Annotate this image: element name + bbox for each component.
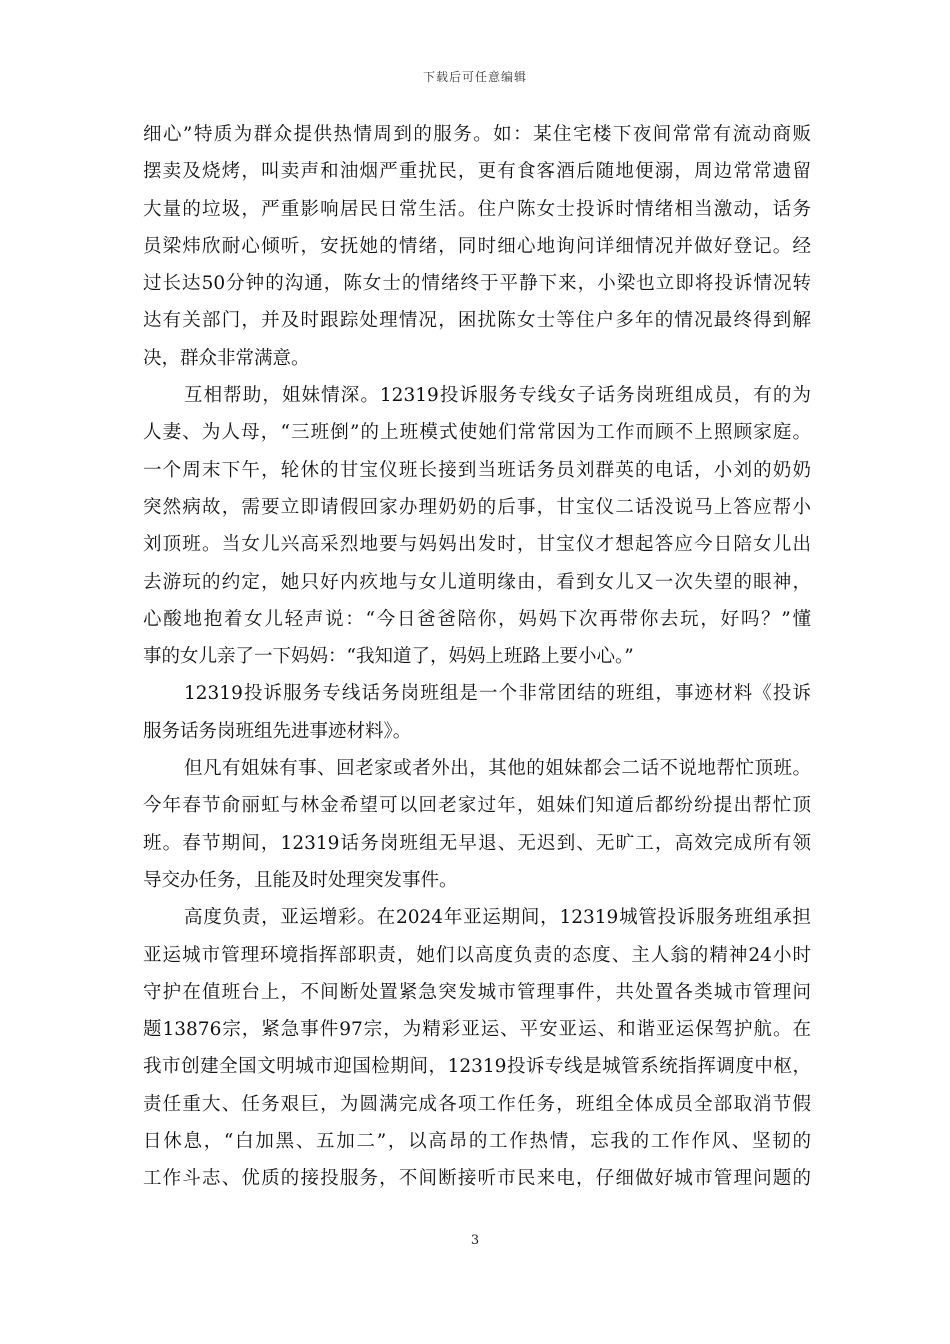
- text-line: 一个周末下午，轮休的甘宝仪班长接到当班话务员刘群英的电话，小刘的奶奶: [143, 459, 811, 481]
- paragraph: [143, 750, 811, 899]
- document-body: [143, 116, 811, 1198]
- text-line: 员梁炜欣耐心倾听，安抚她的情绪，同时细心地询问详细情况并做好登记。经: [143, 235, 811, 257]
- text-line: 过长达50分钟的沟通，陈女士的情绪终于平静下来，小梁也立即将投诉情况转: [143, 273, 811, 295]
- text-line: 摆卖及烧烤，叫卖声和油烟严重扰民，更有食客酒后随地便溺，周边常常遗留: [143, 161, 811, 183]
- text-line: 互相帮助，姐妹情深。12319投诉服务专线女子话务岗班组成员，有的为: [184, 385, 811, 407]
- text-line: 事的女儿亲了一下妈妈：“我知道了，妈妈上班路上要小心。”: [143, 646, 634, 668]
- text-line: 责任重大、任务艰巨，为圆满完成各项工作任务，班组全体成员全部取消节假: [143, 1093, 811, 1115]
- paragraph: [143, 899, 811, 1197]
- text-line: 守护在值班台上，不间断处置紧急突发城市管理事件，共处置各类城市管理问: [143, 981, 811, 1003]
- text-line: 导交办任务，且能及时处理突发事件。: [143, 869, 458, 891]
- text-line: 我市创建全国文明城市迎国检期间，12319投诉专线是城管系统指挥调度中枢，: [143, 1056, 811, 1078]
- text-line: 题13876宗，紧急事件97宗，为精彩亚运、平安亚运、和谐亚运保驾护航。在: [143, 1019, 811, 1041]
- text-line: 达有关部门，并及时跟踪处理情况，困扰陈女士等住户多年的情况最终得到解: [143, 310, 811, 332]
- page-number: 3: [470, 1233, 480, 1248]
- text-line: 人妻、为人母，“三班倒”的上班模式使她们常常因为工作而顾不上照顾家庭。: [143, 422, 811, 444]
- text-line: 刘顶班。当女儿兴高采烈地要与妈妈出发时，甘宝仪才想起答应今日陪女儿出: [143, 534, 811, 556]
- paragraph: [143, 675, 811, 750]
- paragraph: [143, 116, 811, 377]
- text-line: 高度负责，亚运增彩。在2024年亚运期间，12319城管投诉服务班组承担: [184, 907, 811, 929]
- text-line: 12319投诉服务专线话务岗班组是一个非常团结的班组，事迹材料《投诉: [184, 683, 811, 705]
- page-header: 下载后可任意编辑: [422, 70, 527, 84]
- text-line: 突然病故，需要立即请假回家办理奶奶的后事，甘宝仪二话没说马上答应帮小: [143, 496, 811, 518]
- text-line: 心酸地抱着女儿轻声说：“今日爸爸陪你，妈妈下次再带你去玩，好吗？”懂: [143, 608, 811, 630]
- text-line: 大量的垃圾，严重影响居民日常生活。住户陈女士投诉时情绪相当激动，话务: [143, 198, 811, 220]
- text-line: 决，群众非常满意。: [143, 347, 310, 369]
- text-line: 但凡有姐妹有事、回老家或者外出，其他的姐妹都会二话不说地帮忙顶班。: [184, 758, 811, 780]
- text-line: 今年春节俞丽虹与林金希望可以回老家过年，姐妹们知道后都纷纷提出帮忙顶: [143, 795, 811, 817]
- text-line: 班。春节期间，12319话务岗班组无早退、无迟到、无旷工，高效完成所有领: [143, 832, 811, 854]
- text-line: 工作斗志、优质的接投服务，不间断接听市民来电，仔细做好城市管理问题的: [143, 1168, 811, 1190]
- text-line: 亚运城市管理环境指挥部职责，她们以高度负责的态度、主人翁的精神24小时: [143, 944, 811, 966]
- text-line: 细心”特质为群众提供热情周到的服务。如：某住宅楼下夜间常常有流动商贩: [143, 124, 811, 145]
- text-line: 服务话务岗班组先进事迹材料》。: [143, 720, 412, 742]
- text-line: 去游玩的约定，她只好内疚地与女儿道明缘由，看到女儿又一次失望的眼神，: [143, 571, 811, 593]
- paragraph: [143, 377, 811, 675]
- text-line: 日休息，“白加黑、五加二”，以高昂的工作热情，忘我的工作作风、坚韧的: [143, 1131, 811, 1153]
